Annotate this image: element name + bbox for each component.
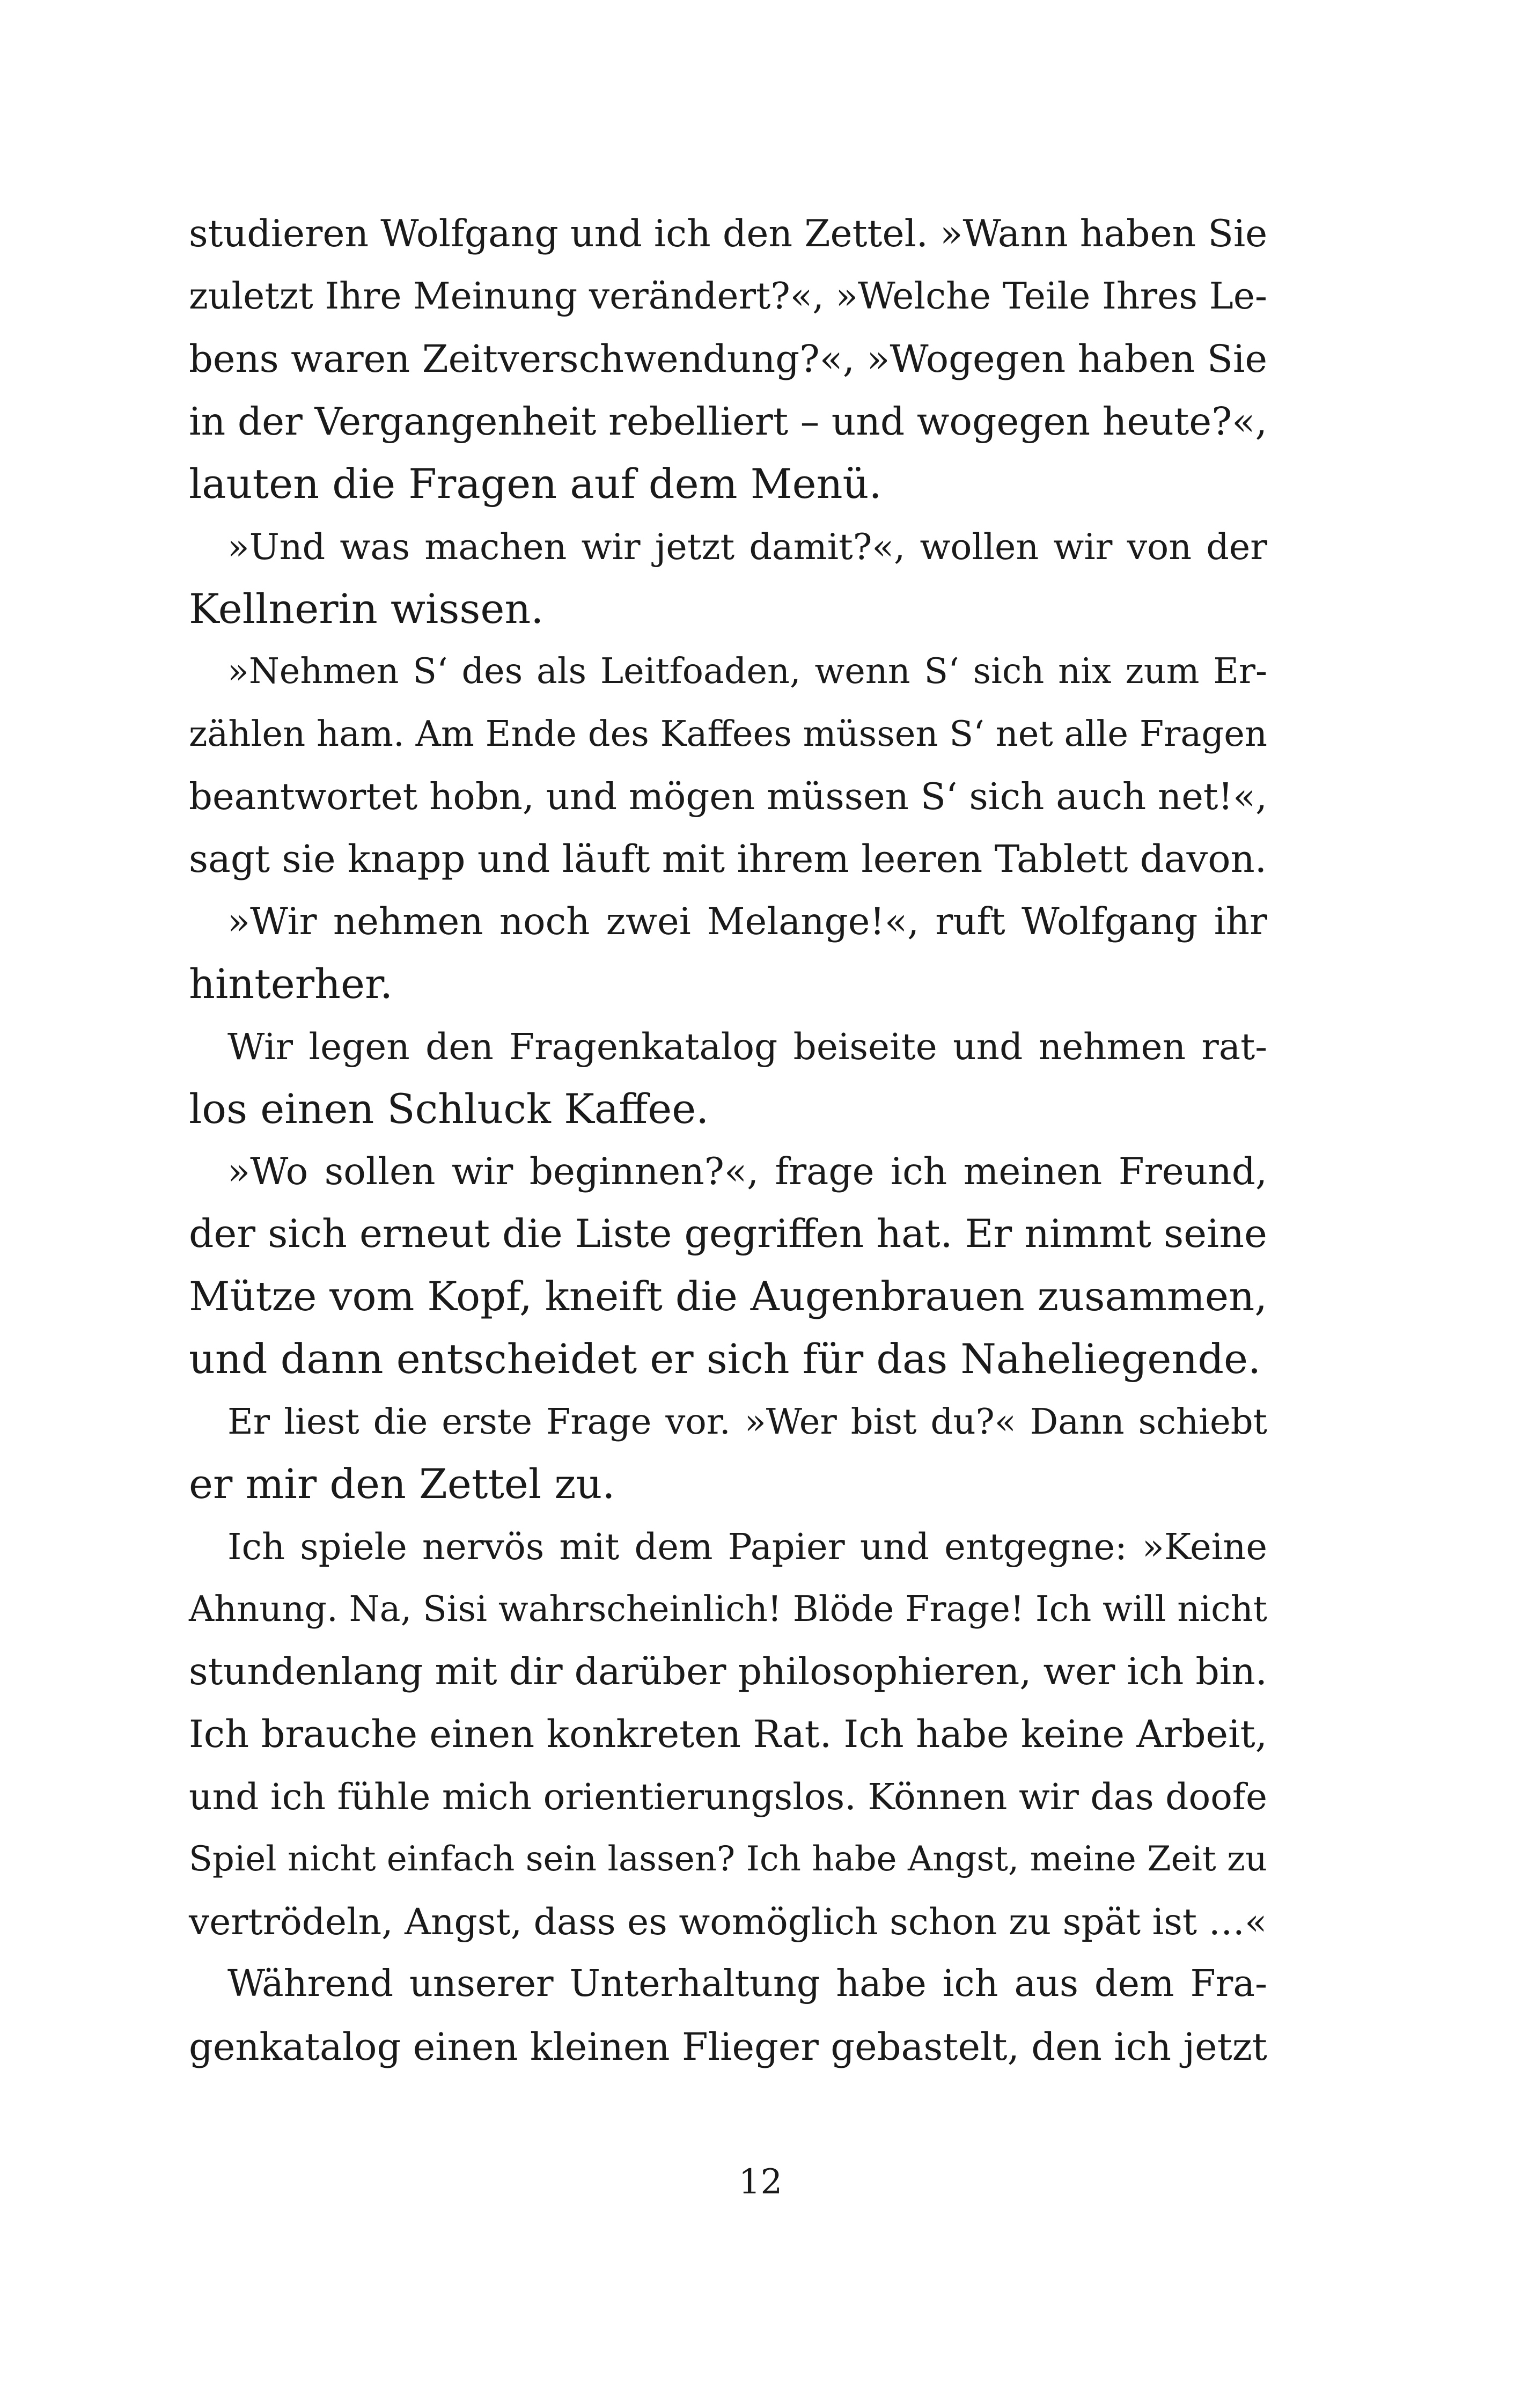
text-line: vertrödeln, Angst, dass es womöglich schon zu spät ist …« xyxy=(189,1900,1267,1943)
text-line: Ich spiele nervös mit dem Papier und entgegne: »Keine xyxy=(227,1525,1267,1568)
text-line: er mir den Zettel zu. xyxy=(189,1460,615,1508)
text-line: genkatalog einen kleinen Flieger gebastelt, den ich jetzt xyxy=(189,2024,1267,2069)
text-line: der sich erneut die Liste gegriffen hat. Er nimmt seine xyxy=(189,1212,1267,1257)
text-line: Mütze vom Kopf, kneift die Augenbrauen zusammen, xyxy=(189,1273,1267,1320)
text-line: lauten die Fragen auf dem Menü. xyxy=(189,460,882,508)
text-line: bens waren Zeitverschwendung?«, »Wogegen haben Sie xyxy=(189,337,1267,381)
text-line: »Nehmen S‘ des als Leitfoaden, wenn S‘ sich nix zum Er- xyxy=(227,651,1267,692)
text-line: Wir legen den Fragenkatalog beiseite und nehmen rat- xyxy=(227,1025,1267,1068)
text-line: los einen Schluck Kaffee. xyxy=(189,1085,709,1133)
paragraph xyxy=(189,641,1267,891)
text-line: und dann entscheidet er sich für das Naheliegende. xyxy=(189,1335,1261,1383)
text-line: sagt sie knapp und läuft mit ihrem leeren Tablett davon. xyxy=(189,837,1267,881)
paragraph xyxy=(189,516,1267,641)
paragraph xyxy=(189,1516,1267,1954)
text-line: zählen ham. Am Ende des Kaffees müssen S‘ net alle Fragen xyxy=(189,714,1267,754)
paragraph xyxy=(189,1391,1267,1516)
text-line: Er liest die erste Frage vor. »Wer bist du?« Dann schiebt xyxy=(227,1401,1267,1442)
paragraph xyxy=(189,891,1267,1016)
text-line: stundenlang mit dir darüber philosophieren, wer ich bin. xyxy=(189,1649,1268,1693)
text-line: Ich brauche einen konkreten Rat. Ich habe keine Arbeit, xyxy=(189,1712,1267,1756)
text-line: hinterher. xyxy=(189,960,393,1008)
text-line: Kellnerin wissen. xyxy=(189,585,544,633)
body-text xyxy=(189,203,1267,2078)
text-line: Ahnung. Na, Sisi wahrscheinlich! Blöde Frage! Ich will nicht xyxy=(189,1589,1267,1629)
page-number: 12 xyxy=(738,2162,783,2202)
text-line: in der Vergangenheit rebelliert – und wogegen heute?«, xyxy=(189,399,1267,444)
paragraph xyxy=(189,203,1267,516)
text-line: Spiel nicht einfach sein lassen? Ich habe Angst, meine Zeit zu xyxy=(189,1839,1267,1879)
paragraph xyxy=(189,1141,1267,1391)
text-line: und ich fühle mich orientierungslos. Können wir das doofe xyxy=(189,1775,1267,1818)
text-line: studieren Wolfgang und ich den Zettel. »Wann haben Sie xyxy=(189,212,1268,255)
text-line: »Wo sollen wir beginnen?«, frage ich meinen Freund, xyxy=(227,1150,1267,1193)
text-line: zuletzt Ihre Meinung verändert?«, »Welche Teile Ihres Le- xyxy=(189,275,1267,318)
text-line: »Und was machen wir jetzt damit?«, wollen wir von der xyxy=(227,525,1267,568)
paragraph xyxy=(189,1953,1267,2078)
text-line: Während unserer Unterhaltung habe ich aus dem Fra- xyxy=(227,1963,1267,2005)
paragraph xyxy=(189,1016,1267,1141)
text-line: beantwortet hobn, und mögen müssen S‘ sich auch net!«, xyxy=(189,775,1267,818)
text-line: »Wir nehmen noch zwei Melange!«, ruft Wolfgang ihr xyxy=(227,900,1267,943)
